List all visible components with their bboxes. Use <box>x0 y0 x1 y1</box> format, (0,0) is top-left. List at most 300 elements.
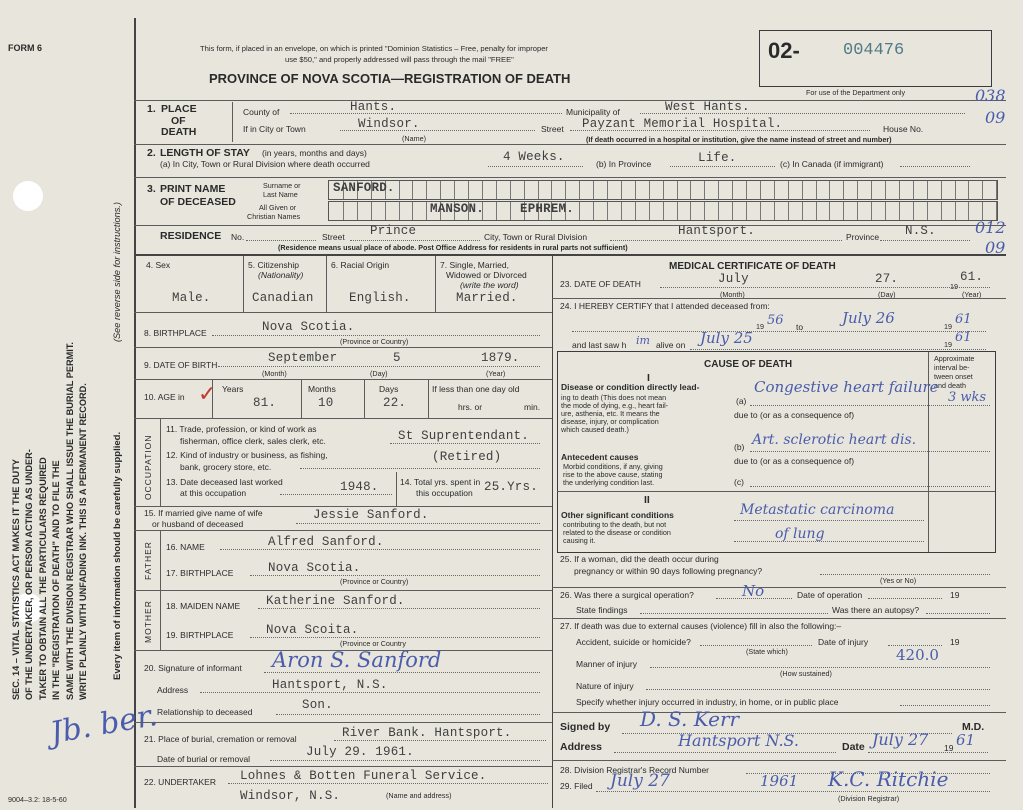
physician-signature: D. S. Kerr <box>640 707 740 731</box>
letter-box-divider <box>732 181 733 199</box>
yes-no-hint: (Yes or No) <box>880 576 917 585</box>
letter-box-divider <box>857 181 858 199</box>
external-causes-label: 27. If death was due to external causes (violence) fill in also the following:– <box>560 621 842 631</box>
informant-address-value: Hantsport, N.S. <box>272 678 388 692</box>
form-number: FORM 6 <box>8 43 43 53</box>
letter-box-divider <box>704 202 705 220</box>
antecedent-hint: the underlying condition last. <box>563 478 655 487</box>
given-names-letter-boxes <box>328 201 998 221</box>
letter-box-divider <box>663 202 664 220</box>
state-which-hint: (State which) <box>746 647 788 656</box>
letter-box-divider <box>690 202 691 220</box>
other-conditions-label: Other significant conditions <box>561 510 674 520</box>
cell-divider <box>435 256 436 312</box>
last-saw-value: im <box>636 334 650 347</box>
certifier-date-value: July 27 <box>872 730 929 749</box>
cell-divider <box>326 256 327 312</box>
letter-box-divider <box>482 181 483 199</box>
accident-label: Accident, suicide or homicide? <box>576 637 691 647</box>
cell-divider <box>212 380 213 418</box>
fill-line <box>246 240 316 241</box>
municipality-label: Municipality of <box>566 107 620 117</box>
letter-box-divider <box>718 181 719 199</box>
fill-line <box>734 520 924 521</box>
letter-box-divider <box>941 202 942 220</box>
surname-label: Last Name <box>263 190 298 199</box>
letter-box-divider <box>857 202 858 220</box>
letter-box-divider <box>968 202 969 220</box>
certifier-date-label: Date <box>842 741 865 753</box>
letter-box-divider <box>829 202 830 220</box>
less-than-day-label: If less than one day old <box>432 384 520 394</box>
relationship-label: Relationship to deceased <box>157 707 253 717</box>
fill-line <box>868 598 942 599</box>
cell-divider <box>301 380 302 418</box>
mother-maiden-label: 18. MAIDEN NAME <box>166 601 241 611</box>
stay-city-value: 4 Weeks. <box>503 150 565 164</box>
racial-origin-value: English. <box>349 291 411 305</box>
year-prefix: 19 <box>944 743 954 753</box>
place-of-death-label: DEATH <box>161 126 197 138</box>
last-worked-label: at this occupation <box>180 488 247 498</box>
item-number: 1. <box>147 103 156 115</box>
fill-line <box>212 335 540 336</box>
attendance-label: 24. I HEREBY CERTIFY that I attended deceased from: <box>560 301 770 311</box>
letter-box-divider <box>802 181 803 199</box>
letter-box-divider <box>871 202 872 220</box>
registration-prefix: 02- <box>768 38 800 63</box>
fill-line <box>596 791 990 792</box>
rule <box>134 347 552 348</box>
fill-line <box>610 240 842 241</box>
department-code: 038 <box>975 86 1006 105</box>
letter-box-divider <box>399 202 400 220</box>
md-label: M.D. <box>962 721 985 733</box>
surname-label: Surname or <box>263 181 301 190</box>
operation-date-label: Date of operation <box>797 590 863 600</box>
letter-box-divider <box>635 202 636 220</box>
age-days-value: 22. <box>383 396 407 410</box>
rule <box>552 587 1006 588</box>
length-hint: (in years, months and days) <box>262 148 367 158</box>
certifier-year-value: 61 <box>956 731 976 749</box>
letter-box-divider <box>426 202 427 220</box>
letter-box-divider <box>399 181 400 199</box>
letter-box-divider <box>732 202 733 220</box>
given-names-label: All Given or <box>259 203 297 212</box>
fill-line <box>670 166 775 167</box>
informant-signature: Aron S. Sanford <box>272 648 442 672</box>
letter-box-divider <box>955 181 956 199</box>
letter-box-divider <box>454 181 455 199</box>
year-hint: (Year) <box>486 369 506 378</box>
last-worked-value: 1948. <box>340 480 379 494</box>
attended-from-year: 56 <box>767 313 784 328</box>
letter-box-divider <box>510 181 511 199</box>
name-address-hint: (Name and address) <box>386 791 452 800</box>
rule <box>134 177 1006 178</box>
years-label: Years <box>222 384 244 394</box>
filed-date-value: July 27 <box>610 771 670 791</box>
rule <box>552 298 1006 299</box>
pregnancy-label: pregnancy or within 90 days following pregnancy? <box>574 566 763 576</box>
department-code: 09 <box>985 108 1006 127</box>
injury-code-value: 420.0 <box>896 646 939 664</box>
fill-line <box>640 113 965 114</box>
record-number-label: 28. Division Registrar's Record Number <box>560 765 710 775</box>
sex-label: 4. Sex <box>146 260 171 270</box>
fill-line <box>220 549 540 550</box>
stay-city-label: (a) In City, Town or Rural Division where death occurred <box>160 159 370 169</box>
fill-line <box>900 166 970 167</box>
house-number-label: No. <box>231 232 245 242</box>
letter-box-divider <box>941 181 942 199</box>
letter-box-divider <box>955 202 956 220</box>
given-name-value: EPHREM. <box>520 202 574 216</box>
occupation-label: fisherman, office clerk, sales clerk, etc. <box>180 436 326 446</box>
surname-letter-boxes <box>328 180 998 200</box>
center-divider <box>552 254 553 808</box>
letter-box-divider <box>913 202 914 220</box>
province-label: Province <box>846 232 880 242</box>
other-condition-value: Metastatic carcinoma <box>740 502 895 518</box>
operation-value: No <box>742 582 765 600</box>
rule <box>134 506 552 507</box>
cause-of-death-title: CAUSE OF DEATH <box>704 359 793 370</box>
interval-label: Approximate <box>934 354 975 363</box>
due-to-label: due to (or as a consequence of) <box>734 456 855 466</box>
notice-line: IN THE "REGISTRATION OF DEATH" AND TO FILE THE <box>51 460 62 700</box>
fill-line <box>926 613 990 614</box>
letter-box-divider <box>746 202 747 220</box>
rule <box>552 712 1006 713</box>
signed-by-label: Signed by <box>560 721 611 733</box>
antecedent-hint: rise to the above cause, stating <box>563 470 663 479</box>
letter-box-divider <box>843 181 844 199</box>
notice-line: SEC. 14 – VITAL STATISTICS ACT MAKES IT THE DUTY <box>11 459 21 700</box>
left-border <box>134 18 136 808</box>
mother-maiden-value: Katherine Sanford. <box>266 594 405 608</box>
house-no-label: House No. <box>883 124 924 134</box>
due-to-label: due to (or as a consequence of) <box>734 410 855 420</box>
relationship-value: Son. <box>302 698 333 712</box>
operation-label: 26. Was there a surgical operation? <box>560 590 694 600</box>
total-years-label: this occupation <box>416 488 473 498</box>
fill-line <box>880 240 970 241</box>
letter-box-divider <box>982 202 983 220</box>
year-prefix: 19 <box>950 282 958 291</box>
mother-birthplace-value: Nova Scoita. <box>266 623 359 637</box>
year-prefix: 19 <box>950 637 960 647</box>
letter-box-divider <box>579 181 580 199</box>
residence-street-label: Street <box>322 232 345 242</box>
surname-value: SANFORD. <box>333 181 395 195</box>
letter-box-divider <box>621 202 622 220</box>
letter-box-divider <box>468 181 469 199</box>
death-year-value: 61. <box>960 270 984 284</box>
residence-city-value: Hantsport. <box>678 224 756 238</box>
registration-number: 004476 <box>843 41 905 60</box>
letter-box-divider <box>996 202 997 220</box>
day-hint: (Day) <box>370 369 388 378</box>
racial-origin-label: 6. Racial Origin <box>331 260 390 270</box>
days-label: Days <box>379 384 399 394</box>
letter-box-divider <box>885 202 886 220</box>
citizenship-label: (Nationality) <box>258 270 304 280</box>
how-sustained-hint: (How sustained) <box>780 669 832 678</box>
father-name-label: 16. NAME <box>166 542 205 552</box>
letter-box-divider <box>829 181 830 199</box>
rule <box>134 100 1006 101</box>
last-saw-label: and last saw h <box>572 340 627 350</box>
letter-box-divider <box>510 202 511 220</box>
letter-box-divider <box>982 181 983 199</box>
letter-box-divider <box>565 181 566 199</box>
fill-line <box>228 783 548 784</box>
undertaker-value: Lohnes & Botten Funeral Service. <box>240 769 487 783</box>
print-name-label: PRINT NAME <box>160 183 226 195</box>
cause-b-value: Art. sclerotic heart dis. <box>752 432 917 448</box>
fill-line <box>716 598 792 599</box>
filed-year-value: 1961 <box>760 772 799 790</box>
name-hint: (Name) <box>402 134 426 143</box>
fill-line <box>250 575 540 576</box>
birthplace-label: 8. BIRTHPLACE <box>144 328 207 338</box>
disease-hint: ing to death (This does not mean <box>561 393 667 402</box>
sex-value: Male. <box>172 291 211 305</box>
interval-label: tween onset <box>934 372 973 381</box>
province-country-hint: (Province or Country) <box>340 337 409 346</box>
fill-line <box>614 752 836 753</box>
industry-value: (Retired) <box>432 450 502 464</box>
letter-box-divider <box>496 181 497 199</box>
attended-to-year: 61 <box>955 312 972 327</box>
findings-label: State findings <box>576 605 628 615</box>
rule <box>134 225 1006 226</box>
disease-hint: which caused death.) <box>561 425 629 434</box>
medical-certificate-title: MEDICAL CERTIFICATE OF DEATH <box>669 261 836 272</box>
fill-line <box>218 366 540 367</box>
letter-box-divider <box>357 202 358 220</box>
month-hint: (Month) <box>262 369 287 378</box>
letter-box-divider <box>746 181 747 199</box>
form-code: 9004–3.2: 18-5-60 <box>8 795 67 804</box>
to-label: to <box>796 322 804 332</box>
injury-date-label: Date of injury <box>818 637 869 647</box>
fill-line <box>280 494 392 495</box>
letter-box-divider <box>371 202 372 220</box>
cause-b-label: (b) <box>734 442 745 452</box>
county-label: County of <box>243 107 280 117</box>
rule <box>552 760 1006 761</box>
burial-place-label: 21. Place of burial, cremation or removal <box>144 734 297 744</box>
birthplace-value: Nova Scotia. <box>262 320 355 334</box>
mail-note: use $50," and properly addressed will pass through the mail "FREE" <box>285 55 514 64</box>
year-hint: (Year) <box>962 290 982 299</box>
citizenship-label: 5. Citizenship <box>248 260 300 270</box>
cause-a-value: Congestive heart failure <box>754 378 939 396</box>
interval-label: interval be- <box>934 363 970 372</box>
stay-province-label: (b) In Province <box>596 159 652 169</box>
city-value: Windsor. <box>358 117 420 131</box>
alive-on-year: 61 <box>955 330 972 345</box>
letter-box-divider <box>816 202 817 220</box>
letter-box-divider <box>913 181 914 199</box>
fill-line <box>264 672 540 673</box>
cause-a-label: (a) <box>736 396 747 406</box>
place-of-death-label: OF <box>171 115 186 127</box>
letter-box-divider <box>412 202 413 220</box>
year-prefix: 19 <box>950 590 960 600</box>
bracket <box>232 102 233 142</box>
letter-box-divider <box>774 202 775 220</box>
margin-handwriting: Jb. ber. <box>47 697 160 752</box>
antecedent-hint: Morbid conditions, if any, giving <box>563 462 663 471</box>
death-month-value: July <box>718 272 749 286</box>
residence-label: RESIDENCE <box>160 230 222 242</box>
spouse-label: or husband of deceased <box>152 519 244 529</box>
letter-box-divider <box>551 181 552 199</box>
registrar-signature: K.C. Ritchie <box>828 767 949 791</box>
month-hint: (Month) <box>720 290 745 299</box>
father-name-value: Alfred Sanford. <box>268 535 384 549</box>
given-names-label: Christian Names <box>247 212 301 221</box>
rule <box>552 618 1006 619</box>
fill-line <box>296 523 540 524</box>
manner-label: Manner of injury <box>576 659 637 669</box>
letter-box-divider <box>871 181 872 199</box>
burial-date-label: Date of burial or removal <box>157 754 251 764</box>
province-country-hint: (Province or Country <box>340 639 406 648</box>
letter-box-divider <box>927 202 928 220</box>
fill-line <box>350 240 480 241</box>
division-registrar-hint: (Division Registrar) <box>838 794 900 803</box>
cell-divider <box>160 418 161 506</box>
rule <box>134 590 552 591</box>
letter-box-divider <box>649 202 650 220</box>
residence-city-label: City, Town or Rural Division <box>484 232 588 242</box>
check-mark: ✓ <box>198 382 217 407</box>
pregnancy-label: 25. If a woman, did the death occur during <box>560 554 719 564</box>
fill-line <box>334 740 546 741</box>
notice-line: SAME WITH THE DIVISION REGISTRAR WHO SHALL ISSUE THE BURIAL PERMIT. <box>64 342 75 700</box>
letter-box-divider <box>802 202 803 220</box>
street-label: Street <box>541 124 564 134</box>
rule <box>134 144 1006 145</box>
spouse-label: 15. If married give name of wife <box>144 508 263 518</box>
nature-label: Nature of injury <box>576 681 634 691</box>
letter-box-divider <box>635 181 636 199</box>
hours-label: hrs. or <box>458 402 483 412</box>
letter-box-divider <box>663 181 664 199</box>
fill-line <box>868 752 988 753</box>
mother-section-label: MOTHER <box>143 600 153 643</box>
disease-label: Disease or condition directly lead- <box>561 382 700 392</box>
letter-box-divider <box>927 181 928 199</box>
letter-box-divider <box>440 181 441 199</box>
length-of-stay-label: LENGTH OF STAY <box>160 147 250 159</box>
attended-to-date: July 26 <box>842 309 895 327</box>
letter-box-divider <box>899 202 900 220</box>
father-birthplace-label: 17. BIRTHPLACE <box>166 568 234 578</box>
dob-year-value: 1879. <box>481 351 520 365</box>
total-years-value: 25.Yrs. <box>484 480 538 494</box>
fill-line <box>270 760 540 761</box>
letter-box-divider <box>593 202 594 220</box>
fill-line <box>660 287 990 288</box>
letter-box-divider <box>579 202 580 220</box>
fill-line <box>640 613 828 614</box>
specify-label: Specify whether injury occurred in industry, in home, or in public place <box>576 697 839 707</box>
disease-hint: ure, asthenia, etc. It means the <box>561 409 660 418</box>
fill-line <box>750 405 990 406</box>
rule <box>134 379 552 380</box>
letter-box-divider <box>621 181 622 199</box>
rule <box>134 418 552 419</box>
letter-box-divider <box>816 181 817 199</box>
death-day-value: 27. <box>875 272 899 286</box>
autopsy-label: Was there an autopsy? <box>832 605 920 615</box>
other-condition-value: of lung <box>775 526 825 542</box>
stay-canada-label: (c) In Canada (if immigrant) <box>780 159 884 169</box>
industry-label: 12. Kind of industry or business, as fishing, <box>166 450 328 460</box>
letter-box-divider <box>788 181 789 199</box>
letter-box-divider <box>496 202 497 220</box>
letter-box-divider <box>760 202 761 220</box>
part-one-label: I <box>647 372 650 384</box>
letter-box-divider <box>968 181 969 199</box>
marital-status-label: (write the word) <box>460 280 519 290</box>
cell-divider <box>428 380 429 418</box>
fill-line <box>750 486 990 487</box>
residence-hint: (Residence means usual place of abode. Post Office Address for residents in rural parts not sufficient) <box>278 243 628 252</box>
letter-box-divider <box>426 181 427 199</box>
form-title: PROVINCE OF NOVA SCOTIA—REGISTRATION OF DEATH <box>209 71 571 86</box>
occupation-value: St Suprentendant. <box>398 429 529 443</box>
year-prefix: 19 <box>944 340 952 349</box>
letter-box-divider <box>677 202 678 220</box>
months-label: Months <box>308 384 336 394</box>
disease-hint: the mode of dying, e.g., heart fail- <box>561 401 669 410</box>
fill-line <box>820 574 990 575</box>
cell-divider <box>243 256 244 312</box>
province-value: N.S. <box>905 224 936 238</box>
fill-line <box>340 130 535 131</box>
certifier-address-label: Address <box>560 741 603 753</box>
day-hint: (Day) <box>878 290 896 299</box>
informant-address-label: Address <box>157 685 189 695</box>
fill-line <box>488 166 583 167</box>
age-label: 10. AGE in <box>144 392 185 402</box>
father-section-label: FATHER <box>143 541 153 580</box>
print-name-label: OF DECEASED <box>160 196 236 208</box>
notice-line: WRITE PLAINLY WITH UNFADING INK. THIS IS A PERMANENT RECORD. <box>78 383 89 700</box>
department-use-label: For use of the Department only <box>806 88 906 97</box>
notice-line: OF THE UNDERTAKER, OR PERSON ACTING AS UNDER- <box>24 449 35 700</box>
letter-box-divider <box>607 202 608 220</box>
rule <box>134 530 552 531</box>
letter-box-divider <box>690 181 691 199</box>
undertaker-label: 22. UNDERTAKER <box>144 777 216 787</box>
marital-status-label: 7. Single, Married, <box>440 260 509 270</box>
rule <box>134 254 1006 256</box>
marital-status-value: Married. <box>456 291 518 305</box>
certifier-address-value: Hantsport N.S. <box>678 731 800 750</box>
letter-box-divider <box>538 181 539 199</box>
last-worked-label: 13. Date deceased last worked <box>166 477 283 487</box>
other-conditions-hint: causing it. <box>563 536 596 545</box>
place-of-death-label: PLACE <box>161 103 197 115</box>
